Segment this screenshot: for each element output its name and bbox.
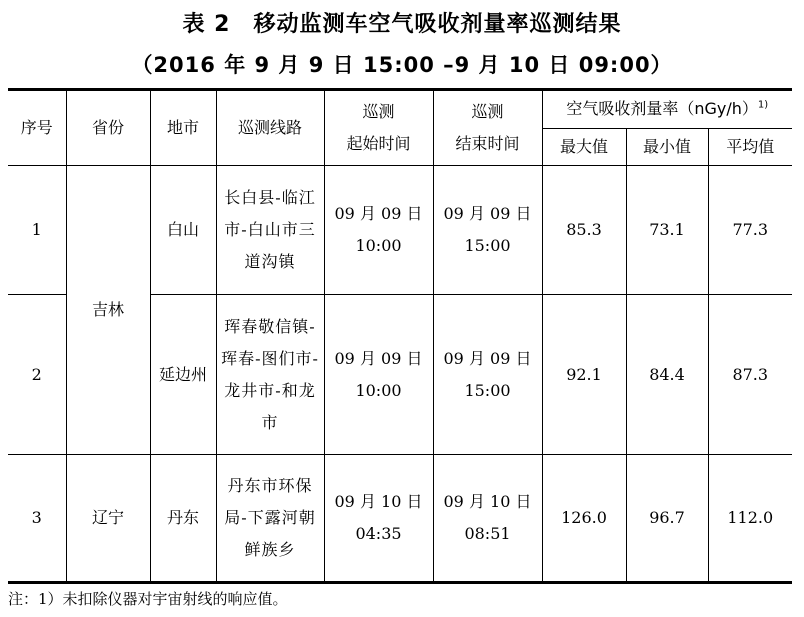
cell-route: 丹东市环保局-下露河朝鲜族乡 — [216, 455, 324, 583]
cell-province: 吉林 — [66, 166, 150, 455]
table-row — [8, 166, 792, 295]
cell-max: 92.1 — [542, 295, 626, 455]
header-end-line2: 结束时间 — [455, 134, 520, 153]
table-row — [8, 455, 792, 583]
header-route: 巡测线路 — [216, 90, 324, 166]
results-table — [8, 88, 792, 584]
cell-province: 辽宁 — [66, 455, 150, 583]
header-dose-rate-label: 空气吸收剂量率（nGy/h） — [566, 99, 758, 119]
end-clock: 15:00 — [464, 380, 511, 400]
cell-start-time — [324, 295, 433, 455]
cell-start-time — [324, 455, 433, 583]
cell-seq: 3 — [8, 455, 66, 583]
cell-max: 126.0 — [542, 455, 626, 583]
footnote-ref: 1) — [757, 99, 769, 111]
cell-city: 白山 — [150, 166, 216, 295]
header-max: 最大值 — [542, 128, 626, 166]
cell-route: 长白县-临江市-白山市三道沟镇 — [216, 166, 324, 295]
start-date: 09 月 10 日 — [334, 492, 423, 511]
table-title: 表 2 移动监测车空气吸收剂量率巡测结果 — [182, 12, 622, 37]
cell-city: 丹东 — [150, 455, 216, 583]
header-row-1 — [8, 90, 792, 129]
end-date: 09 月 10 日 — [443, 492, 532, 511]
table-subtitle: （2016 年 9 月 9 日 15:00 –9 月 10 日 09:00） — [131, 53, 673, 77]
end-date: 09 月 09 日 — [443, 204, 532, 223]
start-date: 09 月 09 日 — [334, 348, 423, 368]
cell-seq: 2 — [8, 295, 66, 455]
cell-min: 96.7 — [626, 455, 708, 583]
header-start-line1: 巡测 — [362, 102, 395, 121]
header-city: 地市 — [150, 90, 216, 166]
start-clock: 04:35 — [355, 524, 402, 543]
end-clock: 08:51 — [464, 524, 511, 543]
header-min: 最小值 — [626, 128, 708, 166]
cell-avg: 77.3 — [708, 166, 792, 295]
cell-city: 延边州 — [150, 295, 216, 455]
end-date: 09 月 09 日 — [443, 348, 532, 368]
cell-end-time — [433, 455, 542, 583]
footnote: 注：1）未扣除仪器对宇宙射线的响应值。 — [8, 590, 288, 608]
header-seq: 序号 — [8, 90, 66, 166]
cell-route: 珲春敬信镇-珲春-图们市-龙井市-和龙市 — [216, 295, 324, 455]
cell-start-time — [324, 166, 433, 295]
header-avg: 平均值 — [708, 128, 792, 166]
header-start-time — [324, 90, 433, 166]
cell-avg: 112.0 — [708, 455, 792, 583]
header-dose-rate — [542, 90, 792, 129]
header-province: 省份 — [66, 90, 150, 166]
cell-avg: 87.3 — [708, 295, 792, 455]
cell-min: 73.1 — [626, 166, 708, 295]
start-date: 09 月 09 日 — [334, 204, 423, 223]
cell-end-time — [433, 166, 542, 295]
header-end-line1: 巡测 — [471, 102, 504, 121]
header-start-line2: 起始时间 — [346, 134, 411, 153]
header-end-time — [433, 90, 542, 166]
start-clock: 10:00 — [355, 236, 402, 255]
start-clock: 10:00 — [355, 380, 402, 400]
end-clock: 15:00 — [464, 236, 511, 255]
cell-seq: 1 — [8, 166, 66, 295]
cell-max: 85.3 — [542, 166, 626, 295]
cell-min: 84.4 — [626, 295, 708, 455]
cell-end-time — [433, 295, 542, 455]
